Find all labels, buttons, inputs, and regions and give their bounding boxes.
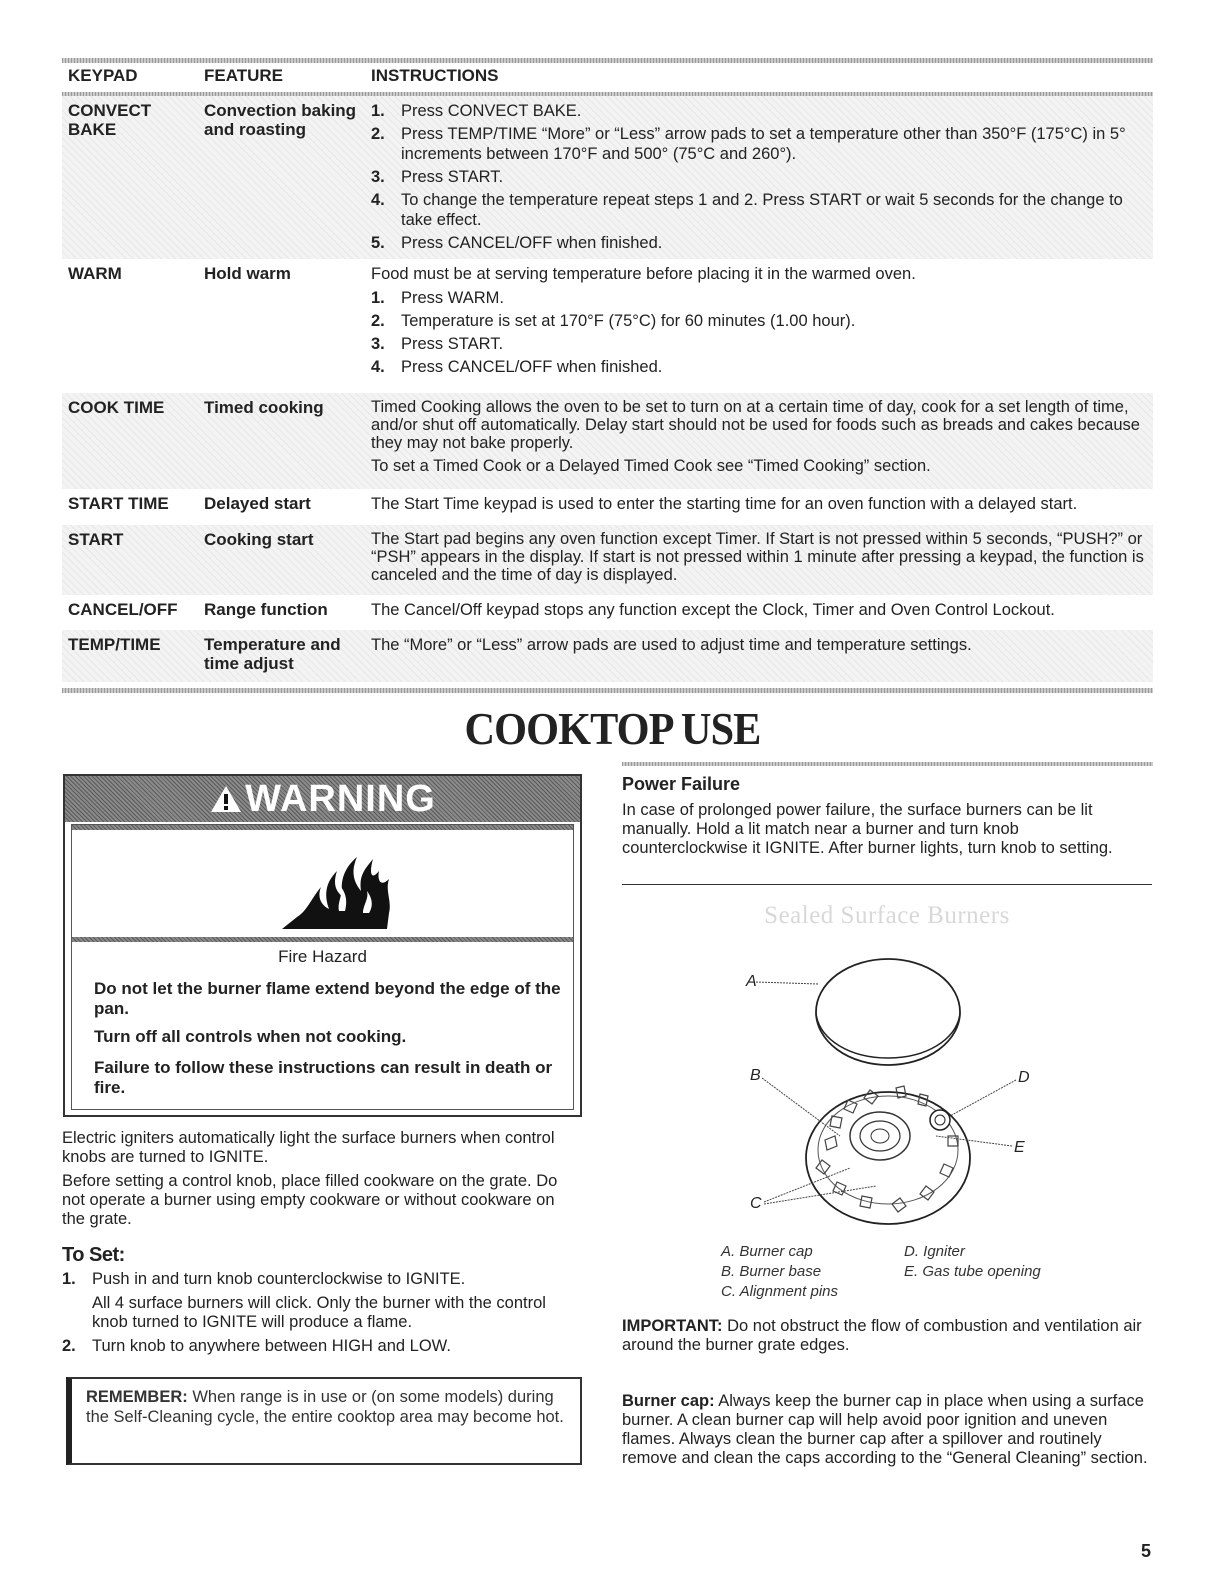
igniter-paragraph: Electric igniters automatically light the surface burners when control knobs are turned to IGNITE. (62, 1129, 555, 1166)
keypad-cell: WARM (68, 264, 122, 283)
instruction-step: 3. Press START. (371, 335, 504, 353)
label-e: E (1014, 1139, 1025, 1156)
table-row (62, 96, 1153, 259)
remember-text: When range is in use or (on some models) during the Self-Cleaning cycle, the entire cooktop area may become hot. (86, 1388, 564, 1426)
feature-cell: Convection baking and roasting (204, 101, 357, 139)
feature-cell: Range function (204, 600, 328, 619)
table-row (62, 393, 1153, 489)
warning-line: Do not let the burner flame extend beyond the edge of the pan. (94, 979, 561, 1018)
warning-title: WARNING (245, 777, 436, 820)
instruction-step: 1. Press WARM. (371, 289, 504, 307)
warning-box (63, 774, 582, 1117)
warning-header (65, 776, 580, 822)
to-set-steps (62, 1270, 582, 1359)
warning-line: Turn off all controls when not cooking. (94, 1027, 407, 1046)
keypad-cell: CONVECT BAKE (68, 101, 152, 139)
warning-content (71, 824, 574, 1110)
label-b: B (750, 1067, 761, 1084)
instruction-step: 1. Press CONVECT BAKE. (371, 102, 582, 120)
instructions-cell: The Start Time keypad is used to enter the starting time for an oven function with a delayed start. (371, 495, 1078, 513)
keypad-cell: CANCEL/OFF (68, 600, 178, 619)
table-row (62, 489, 1153, 525)
instruction-step: 3. Press START. (371, 168, 504, 186)
burner-cap-paragraph: Burner cap: Always keep the burner cap in place when using a surface burner. A clean burner cap will help avoid poor ignition and uneven flames. Always clean the burner cap after a spillover and routinely remove and clean the caps according to the “General Cleaning” section. (622, 1392, 1148, 1467)
remember-box (66, 1377, 582, 1465)
warning-line: Failure to follow these instructions can result in death or fire. (94, 1058, 553, 1097)
burner-cap-shape (816, 959, 960, 1065)
warning-band (72, 937, 573, 942)
burner-cap-label: Burner cap: (622, 1392, 715, 1410)
page-title: COOKTOP USE (464, 703, 761, 754)
instructions-cell (371, 264, 1146, 380)
instructions-cell: The Start pad begins any oven function except Timer. If Start is not pressed within 5 seconds, “PUSH?” or “PSH” appears in the display. If start is not pressed within 1 minute after pressing a keypad, the function is canceled and the time of day is displayed. (371, 530, 1144, 584)
label-d: D (1018, 1069, 1030, 1086)
table-row (62, 595, 1153, 630)
feature-cell: Temperature and time adjust (204, 635, 341, 673)
instruction-intro: Food must be at serving temperature before placing it in the warmed oven. (371, 265, 916, 283)
feature-header: FEATURE (204, 66, 284, 85)
page-number: 5 (1140, 1541, 1151, 1561)
keypad-cell: COOK TIME (68, 398, 165, 417)
keypad-cell: TEMP/TIME (68, 635, 161, 654)
label-a: A (746, 973, 757, 990)
instruction-paragraph: To set a Timed Cook or a Delayed Timed Cook see “Timed Cooking” section. (371, 457, 931, 475)
keypad-cell: START (68, 530, 124, 549)
instruction-paragraph: Timed Cooking allows the oven to be set to turn on at a certain time of day, cook for a set length of time, and/or shut off automatically. Delay start should not be used for foods such as breads and cakes because they may not bake properly. (371, 398, 1140, 452)
label-c: C (750, 1195, 762, 1212)
caption-igniter: D. Igniter (904, 1243, 965, 1260)
table-row (62, 525, 1153, 595)
to-set-heading: To Set: (62, 1244, 125, 1266)
table-header (68, 66, 1153, 88)
keypad-cell: START TIME (68, 494, 169, 513)
important-paragraph: IMPORTANT: Do not obstruct the flow of combustion and ventilation air around the burner grate edges. (622, 1317, 1142, 1354)
instruction-step: 2. Temperature is set at 170°F (75°C) for 60 minutes (1.00 hour). (371, 312, 856, 330)
right-top-rule (622, 762, 1153, 766)
fire-icon (277, 851, 397, 931)
caption-alignment-pins: C. Alignment pins (721, 1283, 838, 1300)
instruction-step: 4. Press CANCEL/OFF when finished. (371, 358, 663, 376)
keypad-header: KEYPAD (68, 66, 138, 85)
important-label: IMPORTANT: (622, 1317, 723, 1335)
warning-band (72, 825, 573, 830)
caption-gas-tube: E. Gas tube opening (904, 1263, 1041, 1280)
instruction-step: 4. To change the temperature repeat steps 1 and 2. Press START or wait 5 seconds for the change to take effect. (371, 191, 1123, 229)
to-set-step-note: All 4 surface burners will click. Only the burner with the control knob turned to IGNITE will produce a flame. (92, 1294, 546, 1331)
instructions-cell: The “More” or “Less” arrow pads are used to adjust time and temperature settings. (371, 636, 972, 654)
feature-table (62, 96, 1153, 682)
caption-burner-base: B. Burner base (721, 1263, 822, 1280)
table-row (62, 630, 1153, 682)
instruction-step: 5. Press CANCEL/OFF when finished. (371, 234, 663, 252)
to-set-step: 2. Turn knob to anywhere between HIGH and LOW. (62, 1337, 451, 1355)
feature-cell: Delayed start (204, 494, 311, 513)
alert-triangle-icon (209, 784, 243, 814)
divider (622, 884, 1152, 885)
feature-cell: Cooking start (204, 530, 314, 549)
remember-label: REMEMBER: (86, 1388, 188, 1406)
instructions-cell (371, 101, 1146, 256)
burner-diagram (700, 940, 1060, 1240)
instructions-header: INSTRUCTIONS (371, 66, 499, 85)
power-failure-text: In case of prolonged power failure, the surface burners can be lit manually. Hold a lit match near a burner and turn knob counterclockwise it IGNITE. After burner lights, turn knob to setting. (622, 801, 1113, 857)
table-bottom-rule (62, 688, 1153, 693)
diagram-title: Sealed Surface Burners (764, 902, 1010, 929)
feature-cell: Hold warm (204, 264, 291, 283)
table-row (62, 259, 1153, 393)
instructions-cell: The Cancel/Off keypad stops any function except the Clock, Timer and Oven Control Lockout. (371, 601, 1055, 619)
instruction-step: 2. Press TEMP/TIME “More” or “Less” arrow pads to set a temperature other than 350°F (175°C) in 5° increments between 170°F and 500° (75°C and 260°). (371, 125, 1126, 163)
caption-burner-cap: A. Burner cap (721, 1243, 813, 1260)
cookware-paragraph: Before setting a control knob, place filled cookware on the grate. Do not operate a burner using empty cookware or without cookware on the grate. (62, 1172, 558, 1228)
hazard-title: Fire Hazard (278, 947, 367, 966)
feature-cell: Timed cooking (204, 398, 324, 417)
instructions-cell (371, 398, 1146, 476)
to-set-step: 1. Push in and turn knob counterclockwise to IGNITE. (62, 1270, 466, 1288)
power-failure-heading: Power Failure (622, 774, 741, 794)
top-rule (62, 58, 1153, 63)
